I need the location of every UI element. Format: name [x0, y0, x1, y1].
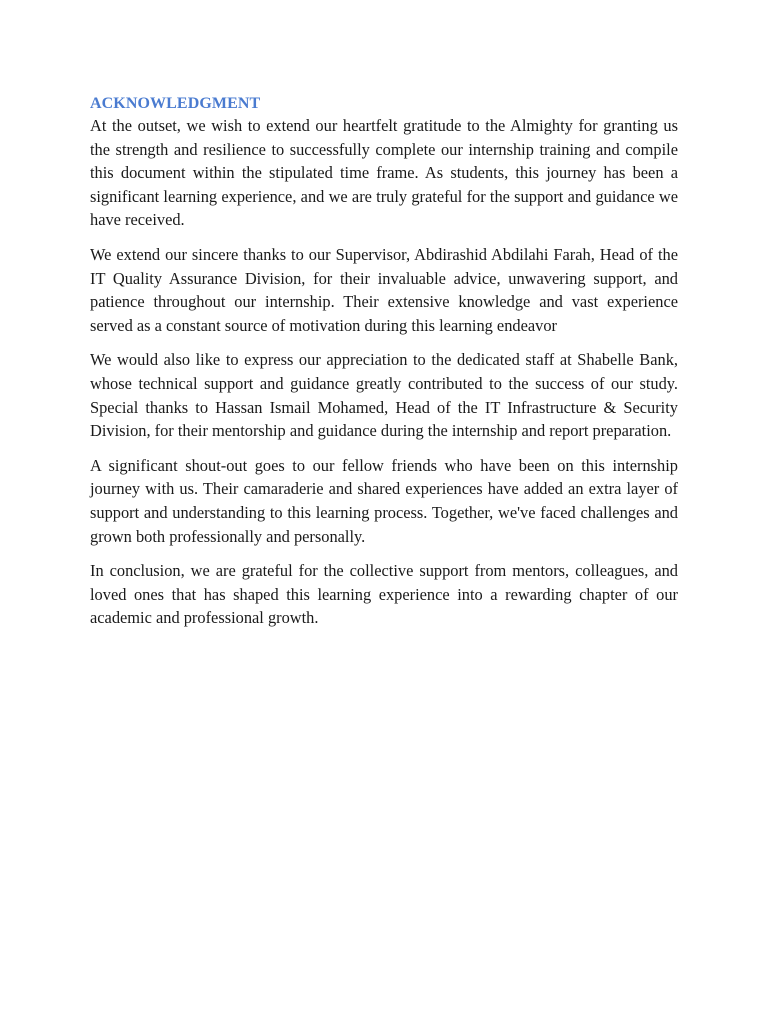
paragraph-staff: We would also like to express our appreciation to the dedicated staff at Shabelle Bank, whose technical support and guidance greatly contributed to the success of our study. Special thanks to Hassan Ismail Mohamed, Head of the IT Infrastructure & Security Division, for their mentorship and guidance during the internship and report preparation.: [90, 350, 678, 441]
document-page: [90, 93, 678, 641]
paragraph-gratitude: At the outset, we wish to extend our heartfelt gratitude to the Almighty for granting us the strength and resilience to successfully complete our internship training and compile this document within the stipulated time frame. As students, this journey has been a significant learning experience, and we are truly grateful for the support and guidance we have received.: [90, 116, 678, 230]
paragraph-conclusion: In conclusion, we are grateful for the collective support from mentors, colleagues, and loved ones that has shaped this learning experience into a rewarding chapter of our academic and professional growth.: [90, 561, 678, 628]
paragraph-friends: A significant shout-out goes to our fellow friends who have been on this internship journey with us. Their camaraderie and shared experiences have added an extra layer of support and understanding to this learning process. Together, we've faced challenges and grown both professionally and personally.: [90, 455, 678, 546]
paragraph-supervisor: We extend our sincere thanks to our Supervisor, Abdirashid Abdilahi Farah, Head of the IT Quality Assurance Division, for their invaluable advice, unwavering support, and patience throughout our internship. Their extensive knowledge and vast experience served as a constant source of motivation during this learning endeavor: [90, 244, 678, 335]
acknowledgment-heading: ACKNOWLEDGMENT: [90, 95, 261, 112]
